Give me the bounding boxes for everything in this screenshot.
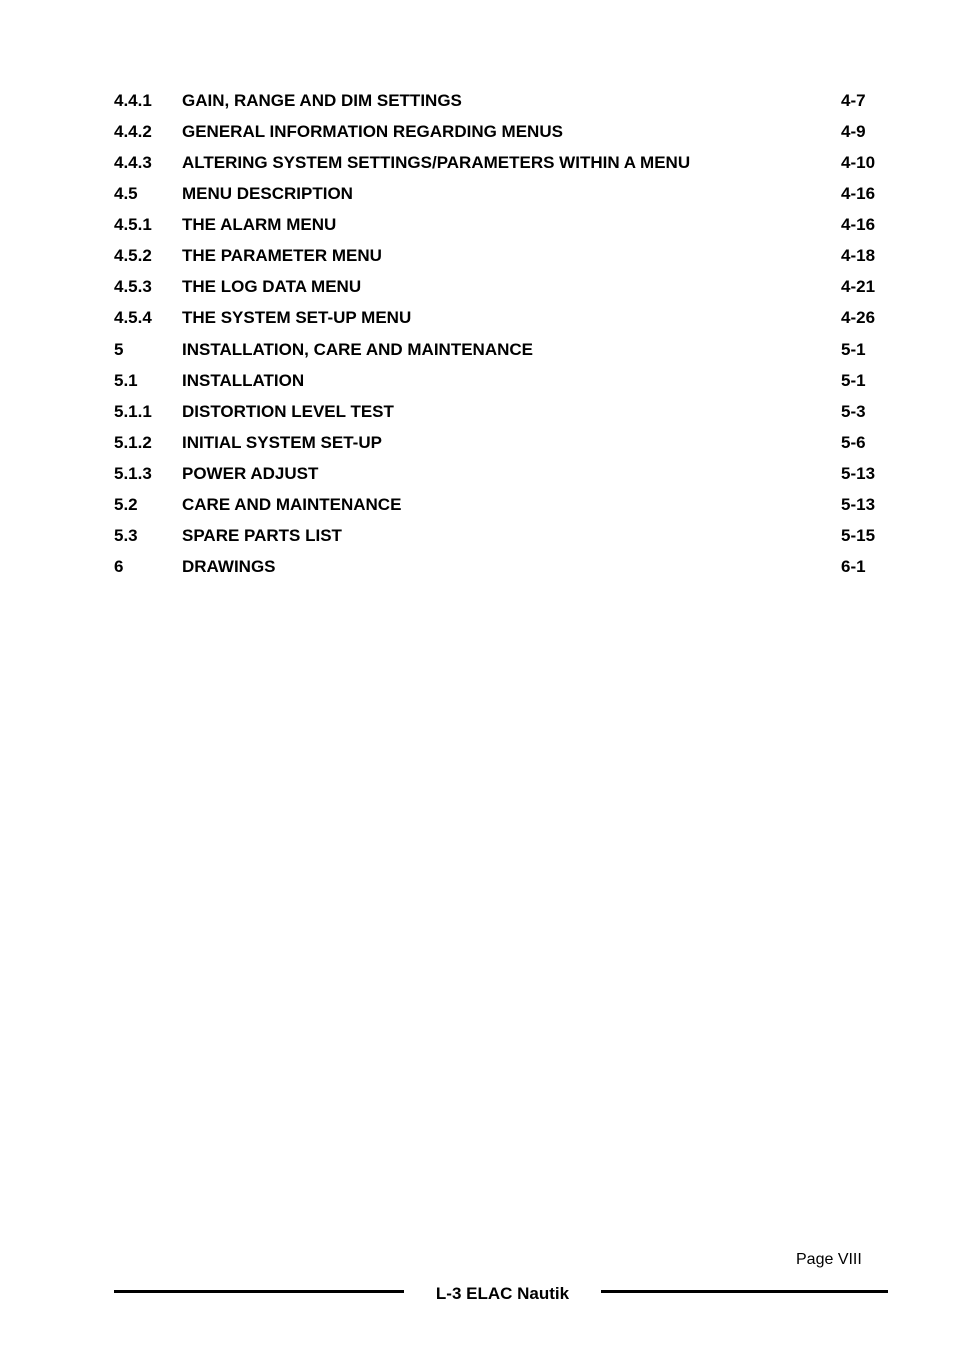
toc-entry[interactable] [114,275,884,306]
toc-entry[interactable] [114,182,884,213]
toc-page-number: 4-16 [841,215,876,235]
toc-section-number: 4.4.1 [114,91,152,110]
toc-page-number: 4-16 [841,184,876,204]
toc-section-number: 5.1.3 [114,463,152,483]
toc-entry[interactable] [114,213,884,244]
toc-section-number: 5.2 [114,494,138,514]
toc-entry[interactable] [114,462,884,493]
toc-section-number: 4.5 [114,184,138,204]
toc-page-number: 5-13 [841,494,876,514]
toc-section-title: CARE AND MAINTENANCE [182,494,402,514]
toc-entry[interactable] [114,493,884,524]
toc-section-number: 4.5.3 [114,277,152,297]
toc-entry[interactable] [114,555,884,586]
toc-entry[interactable] [114,524,884,555]
toc-section-title: SPARE PARTS LIST [182,525,342,545]
toc-section-number: 5.1.1 [114,401,152,421]
toc-entry[interactable] [114,120,884,151]
toc-entry[interactable] [114,89,884,120]
toc-section-title: THE LOG DATA MENU [182,277,362,297]
toc-section-title: MENU DESCRIPTION [182,184,353,204]
toc-page-number: 4-26 [841,308,876,328]
toc-section-title: DRAWINGS [182,556,276,576]
toc-page-number: 5-1 [841,339,866,359]
toc-page-number: 5-15 [841,525,876,545]
toc-entry[interactable] [114,400,884,431]
toc-section-title: INSTALLATION [182,370,305,390]
toc-section-number: 4.5.1 [114,215,152,235]
toc-entry[interactable] [114,151,884,182]
toc-section-title: THE ALARM MENU [182,215,337,235]
toc-page-number: 4-21 [841,277,876,297]
toc-section-number: 6 [114,556,124,576]
toc-section-number: 4.5.4 [114,308,152,328]
toc-page-number: 4-7 [841,91,866,110]
toc-page-number: 5-6 [841,432,866,452]
toc-entry[interactable] [114,369,884,400]
toc-section-title: THE SYSTEM SET-UP MENU [182,308,412,328]
toc-section-title: DISTORTION LEVEL TEST [182,401,394,421]
toc-section-number: 5.1 [114,370,138,390]
toc-section-number: 5.3 [114,525,138,545]
toc-page-number: 4-9 [841,122,866,142]
toc-entry[interactable] [114,244,884,275]
toc-section-title: INSTALLATION, CARE AND MAINTENANCE [182,339,533,359]
footer-rule-right [601,1290,888,1293]
toc-page-number: 5-13 [841,463,876,483]
table-of-contents [114,89,884,586]
footer-rule-left [114,1290,404,1293]
toc-section-title: GENERAL INFORMATION REGARDING MENUS [182,122,563,142]
toc-page-number: 4-10 [841,153,876,173]
page-number-label: Page VIII [796,1251,862,1268]
footer-brand-name: L-3 ELAC Nautik [435,1284,570,1303]
toc-section-title: INITIAL SYSTEM SET-UP [182,432,382,452]
toc-page-number: 5-1 [841,370,866,390]
toc-section-number: 5.1.2 [114,432,152,452]
toc-section-number: 4.4.3 [114,153,152,173]
toc-section-title: ALTERING SYSTEM SETTINGS/PARAMETERS WITHIN A MENU [182,153,691,173]
toc-entry[interactable] [114,431,884,462]
toc-entry[interactable] [114,338,884,369]
toc-section-number: 4.4.2 [114,122,152,142]
toc-section-title: THE PARAMETER MENU [182,246,382,266]
toc-section-title: GAIN, RANGE AND DIM SETTINGS [182,91,462,110]
toc-page-number: 5-3 [841,401,866,421]
toc-section-number: 4.5.2 [114,246,152,266]
toc-section-title: POWER ADJUST [182,463,319,483]
toc-page-number: 4-18 [841,246,876,266]
toc-page-number: 6-1 [841,556,866,576]
toc-section-number: 5 [114,339,124,359]
toc-entry[interactable] [114,306,884,337]
